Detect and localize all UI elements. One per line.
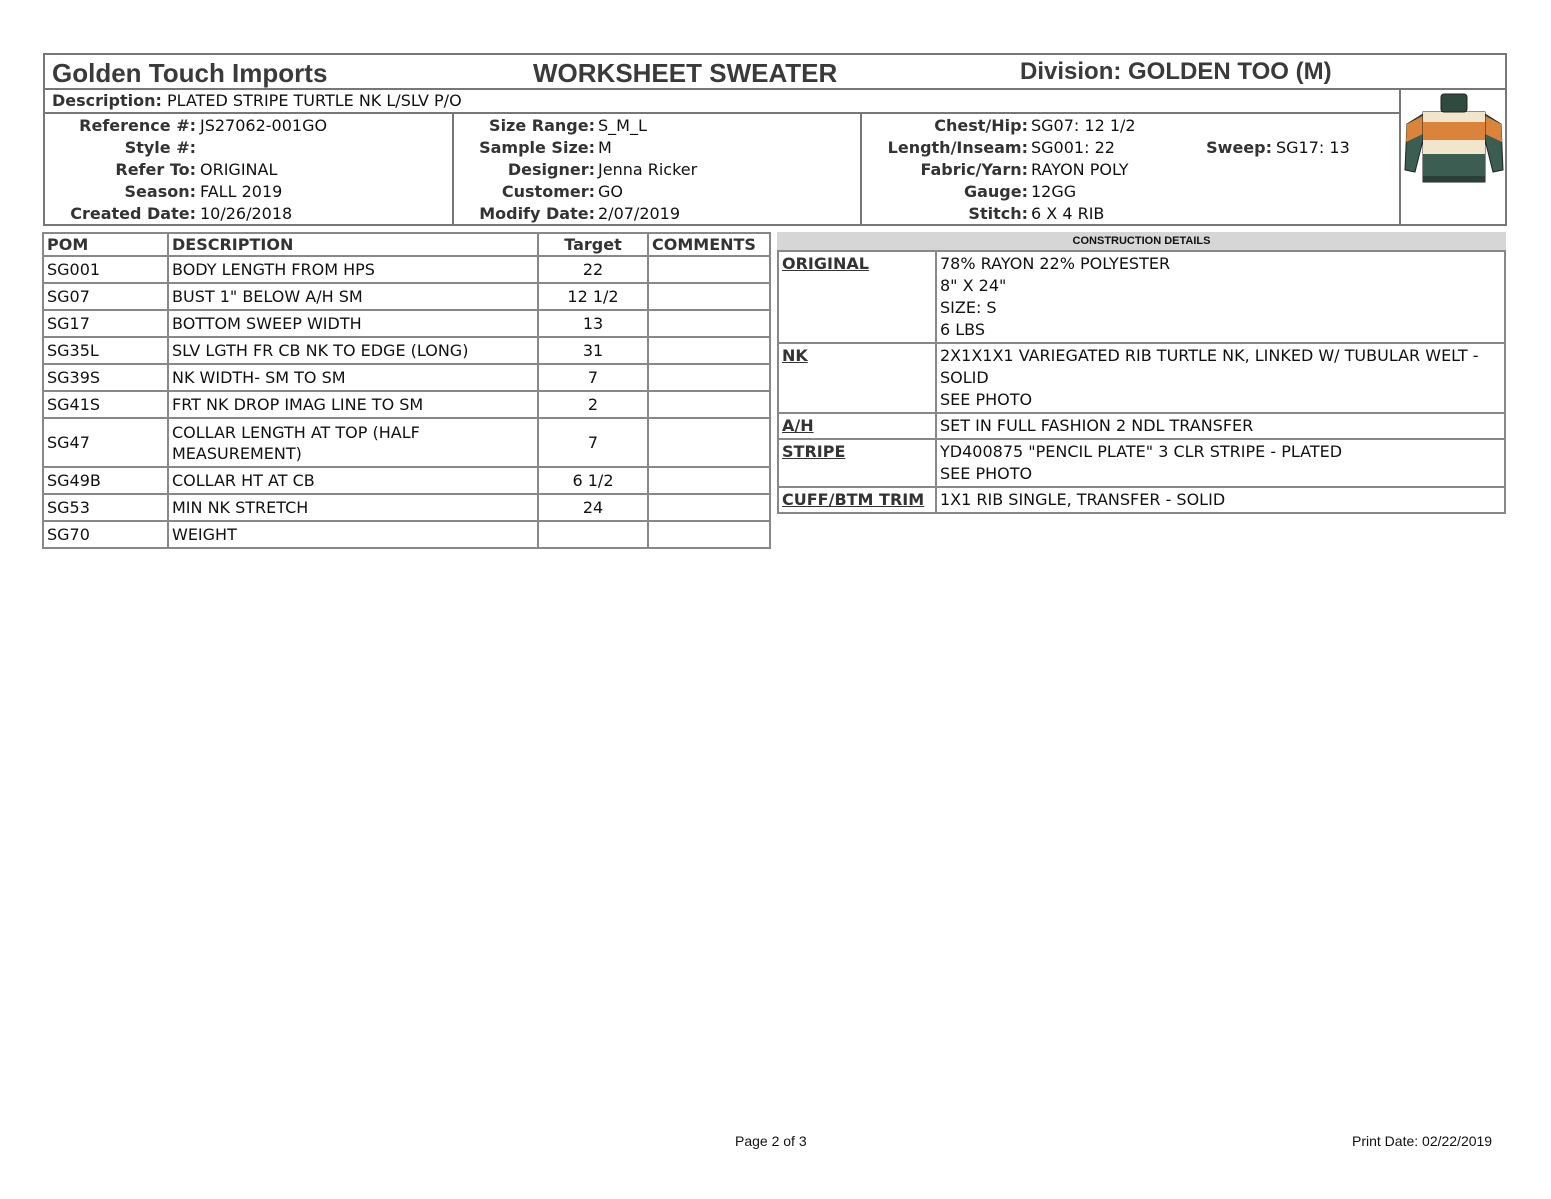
pom-comments [648,310,770,337]
pom-comments [648,467,770,494]
table-row [43,467,770,494]
description-value: PLATED STRIPE TURTLE NK L/SLV P/O [166,91,462,110]
info-column-1 [45,114,454,226]
construction-value [936,439,1505,487]
table-row [43,364,770,391]
construction-line: SEE PHOTO [940,464,1033,483]
construction-line: SIZE: S [940,298,997,317]
pom-target: 22 [538,256,648,283]
construction-line: 1X1 RIB SINGLE, TRANSFER - SOLID [940,490,1226,509]
info-value: 6 X 4 RIB [1031,204,1105,223]
info-label: Created Date: [70,204,196,223]
construction-line: 2X1X1X1 VARIEGATED RIB TURTLE NK, LINKED W/ TUBULAR WELT - SOLID [940,346,1479,387]
table-row [43,256,770,283]
pom-comments [648,364,770,391]
info-label: Season: [124,182,196,201]
pom-comments [648,256,770,283]
pom-code: SG39S [43,364,168,391]
construction-row-stripe [778,439,1505,487]
description-label: Description: [52,91,162,110]
info-label: Size Range: [489,116,595,135]
print-date: Print Date: 02/22/2019 [1352,1133,1493,1149]
table-row [43,337,770,364]
construction-row-ah [778,413,1505,439]
pom-comments [648,521,770,548]
info-length-inseam [862,137,1401,159]
info-chest-hip [862,115,1401,137]
pom-code: SG49B [43,467,168,494]
col-header-comments: COMMENTS [648,233,770,256]
division-label: Division: GOLDEN TOO (M) [1020,58,1332,85]
info-created-date [45,203,454,225]
info-value: 10/26/2018 [200,204,293,223]
info-stitch [862,203,1401,225]
title-bar [45,55,1505,90]
info-label: Refer To: [115,160,196,179]
pom-target: 7 [538,418,648,467]
construction-value [936,413,1505,439]
pom-description: NK WIDTH- SM TO SM [168,364,538,391]
info-reference [45,115,454,137]
info-label: Modify Date: [479,204,595,223]
pom-target: 31 [538,337,648,364]
construction-value [936,251,1505,343]
info-label: Chest/Hip: [934,116,1028,135]
pom-description: COLLAR HT AT CB [168,467,538,494]
construction-line: 6 LBS [940,320,986,339]
pom-code: SG35L [43,337,168,364]
construction-key: A/H [778,413,936,439]
info-value: 12GG [1031,182,1077,201]
table-row [43,521,770,548]
pom-code: SG17 [43,310,168,337]
construction-key: NK [778,343,936,413]
pom-comments [648,418,770,467]
construction-row-original [778,251,1505,343]
pom-target: 13 [538,310,648,337]
worksheet-header [43,53,1507,226]
info-label: Stitch: [968,204,1028,223]
info-designer [454,159,862,181]
info-label: Style #: [124,138,196,157]
pom-code: SG07 [43,283,168,310]
description-row [45,90,1401,114]
pom-comments [648,494,770,521]
construction-table [777,250,1506,514]
construction-title: CONSTRUCTION DETAILS [777,232,1506,250]
info-refer-to [45,159,454,181]
sweep-value: SG17: 13 [1276,138,1350,157]
info-value: FALL 2019 [200,182,283,201]
pom-target: 24 [538,494,648,521]
page-number: Page 2 of 3 [735,1133,807,1149]
pom-description: FRT NK DROP IMAG LINE TO SM [168,391,538,418]
construction-line: 8" X 24" [940,276,1007,295]
pom-code: SG001 [43,256,168,283]
info-label: Sample Size: [479,138,595,157]
pom-code: SG70 [43,521,168,548]
pom-code: SG53 [43,494,168,521]
table-row [43,310,770,337]
construction-value [936,487,1505,513]
pom-target: 7 [538,364,648,391]
pom-description: BUST 1" BELOW A/H SM [168,283,538,310]
info-value: SG001: 22 [1031,138,1115,157]
info-label: Fabric/Yarn: [920,160,1028,179]
construction-line: 78% RAYON 22% POLYESTER [940,254,1171,273]
pom-table [42,232,771,549]
pom-description: MIN NK STRETCH [168,494,538,521]
pom-target: 12 1/2 [538,283,648,310]
info-label: Customer: [501,182,595,201]
info-value: M [598,138,612,157]
col-header-target: Target [538,233,648,256]
sweater-sketch-icon [1401,90,1507,226]
sweep-label: Sweep: [1206,138,1272,157]
construction-key: STRIPE [778,439,936,487]
info-label: Designer: [507,160,595,179]
info-style [45,137,454,159]
info-fabric-yarn [862,159,1401,181]
info-season [45,181,454,203]
pom-target [538,521,648,548]
info-value: 2/07/2019 [598,204,681,223]
pom-header-row [43,233,770,256]
company-name: Golden Touch Imports [52,58,328,88]
worksheet-title: WORKSHEET SWEATER [533,58,838,88]
pom-description: BODY LENGTH FROM HPS [168,256,538,283]
sweater-image [1401,90,1507,226]
info-label: Reference #: [79,116,196,135]
table-row [43,391,770,418]
construction-line: YD400875 "PENCIL PLATE" 3 CLR STRIPE - PLATED [940,442,1343,461]
construction-details [777,232,1506,514]
pom-comments [648,283,770,310]
table-row [43,418,770,467]
info-label: Gauge: [963,182,1028,201]
construction-line: SET IN FULL FASHION 2 NDL TRANSFER [940,416,1254,435]
construction-line: SEE PHOTO [940,390,1033,409]
pom-code: SG41S [43,391,168,418]
pom-description: BOTTOM SWEEP WIDTH [168,310,538,337]
construction-row-cuff-btm-trim [778,487,1505,513]
pom-target: 2 [538,391,648,418]
pom-comments [648,337,770,364]
info-customer [454,181,862,203]
info-modify-date [454,203,862,225]
construction-key: ORIGINAL [778,251,936,343]
info-gauge [862,181,1401,203]
info-value: ORIGINAL [200,160,278,179]
pom-description: WEIGHT [168,521,538,548]
info-size-range [454,115,862,137]
col-header-pom: POM [43,233,168,256]
info-value: S_M_L [598,116,647,135]
construction-key: CUFF/BTM TRIM [778,487,936,513]
info-value: RAYON POLY [1031,160,1129,179]
pom-target: 6 1/2 [538,467,648,494]
info-column-2 [454,114,862,226]
pom-description: COLLAR LENGTH AT TOP (HALF MEASUREMENT) [168,418,538,467]
pom-comments [648,391,770,418]
info-value: JS27062-001GO [200,116,328,135]
pom-code: SG47 [43,418,168,467]
info-sample-size [454,137,862,159]
table-row [43,283,770,310]
construction-row-nk [778,343,1505,413]
table-row [43,494,770,521]
info-value: GO [598,182,623,201]
construction-value [936,343,1505,413]
info-value: SG07: 12 1/2 [1031,116,1136,135]
info-column-3 [862,114,1401,226]
info-label: Length/Inseam: [887,138,1028,157]
col-header-description: DESCRIPTION [168,233,538,256]
pom-description: SLV LGTH FR CB NK TO EDGE (LONG) [168,337,538,364]
info-value: Jenna Ricker [598,160,698,179]
